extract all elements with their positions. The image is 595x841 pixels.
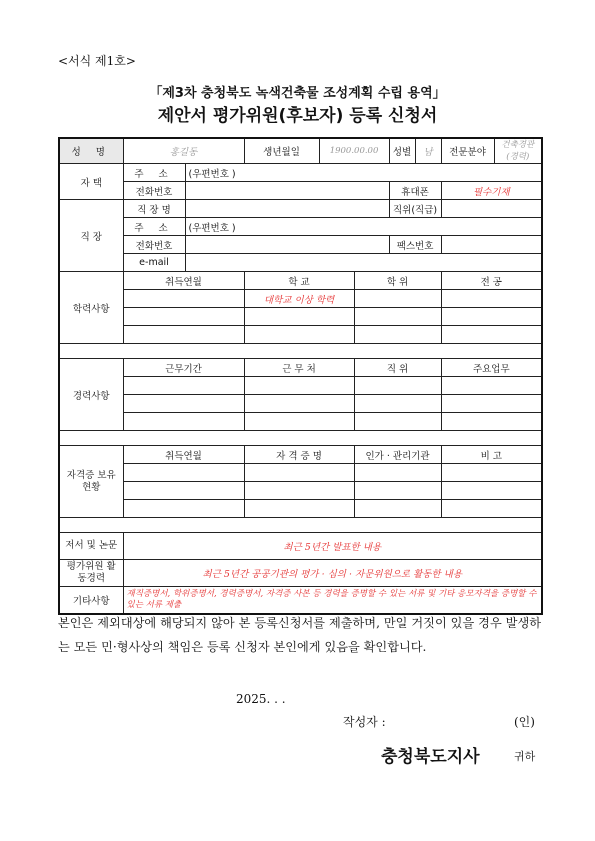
license-cell[interactable] [123, 500, 244, 518]
education-header: 취득연월 [123, 272, 244, 290]
career-cell[interactable] [441, 377, 542, 395]
email-label: e-mail [123, 254, 185, 272]
home-phone-field[interactable] [185, 182, 389, 200]
pledge-text: 본인은 제외대상에 해당되지 않아 본 등록신청서를 제출하며, 만일 거짓이 있을 경우 발생하는 모든 민·형사상의 책임은 등록 신청자 본인에게 있음을 확인합니다. [58, 616, 541, 654]
recipient-organization: 충청북도지사 [381, 747, 480, 767]
education-cell[interactable] [354, 308, 441, 326]
license-cell[interactable] [244, 482, 354, 500]
license-cell[interactable] [441, 464, 542, 482]
field-label: 전문분야 [441, 138, 494, 164]
work-address-label: 주 소 [123, 218, 185, 236]
mobile-label: 휴대폰 [389, 182, 441, 200]
form-title-line2: 제안서 평가위원(후보자) 등록 신청서 [157, 106, 438, 126]
career-cell[interactable] [354, 377, 441, 395]
education-header: 학 위 [354, 272, 441, 290]
position-label: 직위(직급) [389, 200, 441, 218]
career-header: 직 위 [354, 359, 441, 377]
career-header: 근무기간 [123, 359, 244, 377]
license-cell[interactable] [441, 500, 542, 518]
education-school-hint[interactable]: 대학교 이상 학력 [244, 290, 354, 308]
education-header: 전 공 [441, 272, 542, 290]
birth-field[interactable]: 1900.00.00 [319, 138, 389, 164]
license-cell[interactable] [123, 482, 244, 500]
education-header: 학 교 [244, 272, 354, 290]
education-cell[interactable] [441, 290, 542, 308]
career-header: 주요업무 [441, 359, 542, 377]
position-field[interactable] [441, 200, 542, 218]
seal-label: (인) [514, 715, 535, 729]
education-cell[interactable] [123, 326, 244, 344]
career-cell[interactable] [441, 395, 542, 413]
career-cell[interactable] [441, 413, 542, 431]
education-cell[interactable] [244, 308, 354, 326]
section-spacer [59, 518, 542, 533]
submission-date[interactable]: 2025. . . [236, 692, 286, 706]
education-cell[interactable] [441, 326, 542, 344]
other-label: 기타사항 [59, 587, 123, 614]
fax-field[interactable] [441, 236, 542, 254]
section-spacer [59, 344, 542, 359]
license-header: 인가 · 관리기관 [354, 446, 441, 464]
career-header: 근 무 처 [244, 359, 354, 377]
career-cell[interactable] [354, 413, 441, 431]
work-section-label: 직 장 [59, 200, 123, 272]
work-address-field[interactable]: (우편번호 ) [185, 218, 542, 236]
email-field[interactable] [185, 254, 542, 272]
career-cell[interactable] [354, 395, 441, 413]
work-phone-field[interactable] [185, 236, 389, 254]
license-cell[interactable] [244, 500, 354, 518]
committee-label: 평가위원 활동경력 [59, 560, 123, 587]
license-cell[interactable] [441, 482, 542, 500]
writer-label: 작성자 : [343, 715, 386, 729]
field-input[interactable]: 건축경관 (경력) [494, 138, 542, 164]
gender-label: 성별 [389, 138, 415, 164]
education-cell[interactable] [354, 326, 441, 344]
license-cell[interactable] [354, 464, 441, 482]
license-cell[interactable] [354, 482, 441, 500]
committee-field[interactable]: 최근 5년간 공공기관의 평가 · 심의 · 자문위원으로 활동한 내용 [123, 560, 542, 587]
education-cell[interactable] [244, 326, 354, 344]
education-cell[interactable] [441, 308, 542, 326]
license-section-label: 자격증 보유현황 [59, 446, 123, 518]
career-cell[interactable] [244, 413, 354, 431]
fax-label: 팩스번호 [389, 236, 441, 254]
birth-label: 생년월일 [244, 138, 319, 164]
license-header: 취득연월 [123, 446, 244, 464]
education-section-label: 학력사항 [59, 272, 123, 344]
license-header: 비 고 [441, 446, 542, 464]
education-cell[interactable] [123, 308, 244, 326]
home-address-label: 주 소 [123, 164, 185, 182]
gender-field[interactable]: 남 [415, 138, 441, 164]
form-title-line1: 「제3차 충청북도 녹색건축물 조성계획 수립 용역」 [149, 86, 446, 101]
home-phone-label: 전화번호 [123, 182, 185, 200]
career-section-label: 경력사항 [59, 359, 123, 431]
publications-label: 저서 및 논문 [59, 533, 123, 560]
name-field[interactable]: 홍길동 [123, 138, 244, 164]
publications-field[interactable]: 최근 5년간 발표한 내용 [123, 533, 542, 560]
career-cell[interactable] [244, 395, 354, 413]
career-cell[interactable] [123, 377, 244, 395]
application-form-table [58, 137, 543, 615]
work-phone-label: 전화번호 [123, 236, 185, 254]
career-cell[interactable] [244, 377, 354, 395]
name-label: 성 명 [59, 138, 123, 164]
license-header: 자 격 증 명 [244, 446, 354, 464]
education-cell[interactable] [354, 290, 441, 308]
home-section-label: 자 택 [59, 164, 123, 200]
license-cell[interactable] [244, 464, 354, 482]
form-number: <서식 제1호> [58, 54, 136, 68]
license-cell[interactable] [354, 500, 441, 518]
home-address-field[interactable]: (우편번호 ) [185, 164, 542, 182]
other-field[interactable]: 재직증명서, 학위증명서, 경력증명서, 자격증 사본 등 경력을 증명할 수 있는 서류 및 기타 응모자격을 증명할 수 있는 서류 제출 [123, 587, 542, 614]
mobile-field[interactable]: 필수기재 [441, 182, 542, 200]
education-cell[interactable] [123, 290, 244, 308]
company-label: 직 장 명 [123, 200, 185, 218]
career-cell[interactable] [123, 413, 244, 431]
honorific: 귀하 [514, 750, 536, 763]
section-spacer [59, 431, 542, 446]
license-cell[interactable] [123, 464, 244, 482]
career-cell[interactable] [123, 395, 244, 413]
company-field[interactable] [185, 200, 389, 218]
